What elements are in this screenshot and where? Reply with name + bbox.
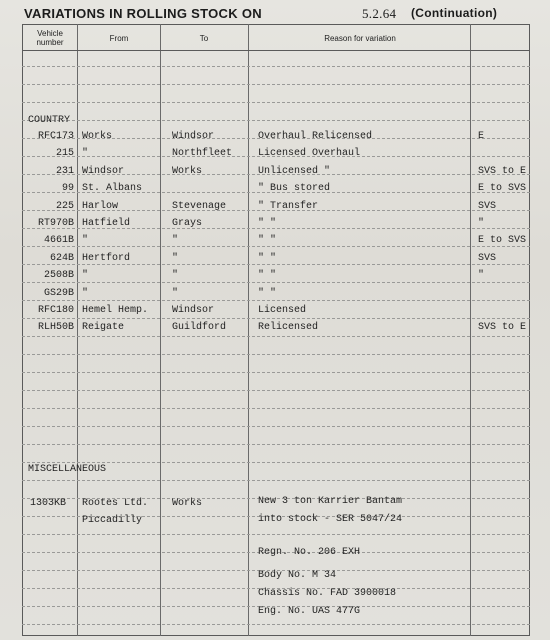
ruled-line <box>22 120 530 122</box>
cell-reason: Unlicensed " <box>258 166 331 177</box>
column-divider <box>160 24 161 636</box>
ruled-line <box>22 102 530 104</box>
cell-reason: Licensed Overhaul <box>258 148 361 159</box>
ruled-line <box>22 300 530 302</box>
ruled-line <box>22 318 530 320</box>
ruled-line <box>22 534 530 536</box>
cell-vehicle: RFC180 <box>37 305 74 316</box>
misc-reason-line: into stock - SER 5047/24 <box>258 514 403 525</box>
cell-vehicle: 2508B <box>43 270 74 281</box>
page-title: VARIATIONS IN ROLLING STOCK ON <box>24 6 262 21</box>
page-date: 5.2.64 <box>362 6 397 21</box>
cell-reason: " " <box>258 270 277 281</box>
cell-from: " <box>82 270 89 281</box>
cell-to: Windsor <box>172 305 215 316</box>
ruled-line <box>22 390 530 392</box>
cell-to: Grays <box>172 218 203 229</box>
cell-from: Windsor <box>82 166 125 177</box>
cell-from: " <box>82 148 89 159</box>
cell-to: Guildford <box>172 322 227 333</box>
misc-to: Works <box>172 498 203 509</box>
cell-note: E to SVS <box>478 235 527 246</box>
section-misc: MISCELLANEOUS <box>28 464 107 475</box>
cell-from: Works <box>82 131 113 142</box>
cell-reason: Relicensed <box>258 322 319 333</box>
misc-from-line1: Rootes Ltd. <box>82 498 149 509</box>
column-divider <box>77 24 78 636</box>
cell-note: " <box>478 218 485 229</box>
cell-vehicle: 99 <box>61 183 74 194</box>
header-reason: Reason for variation <box>324 34 396 43</box>
cell-to: " <box>172 253 179 264</box>
header-rule <box>22 50 530 51</box>
cell-to: " <box>172 270 179 281</box>
ruled-line <box>22 372 530 374</box>
cell-vehicle: 215 <box>55 148 74 159</box>
cell-to: " <box>172 235 179 246</box>
ruled-line <box>22 426 530 428</box>
cell-reason: " Bus stored <box>258 183 331 194</box>
cell-note: SVS <box>478 201 497 212</box>
header-to: To <box>199 34 209 43</box>
ruled-line <box>22 480 530 482</box>
cell-reason: Overhaul Relicensed <box>258 131 373 142</box>
cell-vehicle: 225 <box>55 201 74 212</box>
cell-note: E to SVS <box>478 183 527 194</box>
column-divider <box>470 24 471 636</box>
cell-to: Stevenage <box>172 201 227 212</box>
cell-reason: " Transfer <box>258 201 319 212</box>
misc-reason-line: Regn. No. 206 EXH <box>258 547 361 558</box>
cell-vehicle: GS29B <box>43 288 74 299</box>
ruled-line <box>22 624 530 626</box>
cell-from: St. Albans <box>82 183 143 194</box>
cell-from: " <box>82 235 89 246</box>
ruled-line <box>22 66 530 68</box>
cell-reason: " " <box>258 288 277 299</box>
cell-vehicle: RT970B <box>37 218 74 229</box>
cell-from: Harlow <box>82 201 119 212</box>
cell-to: Works <box>172 166 203 177</box>
cell-reason: " " <box>258 235 277 246</box>
cell-to: Northfleet <box>172 148 233 159</box>
cell-to: Windsor <box>172 131 215 142</box>
cell-note: E <box>478 131 485 142</box>
misc-reason-line: Body No. M 34 <box>258 570 337 581</box>
cell-from: Hertford <box>82 253 131 264</box>
misc-reason-line: Eng. No. UAS 477G <box>258 606 361 617</box>
cell-vehicle: 624B <box>49 253 74 264</box>
continuation-label: (Continuation) <box>411 6 498 20</box>
cell-note: SVS to E <box>478 166 527 177</box>
ruled-line <box>22 354 530 356</box>
misc-reason-line: New 3 ton Karrier Bantam <box>258 496 403 507</box>
cell-to: " <box>172 288 179 299</box>
ruled-line <box>22 336 530 338</box>
cell-note: " <box>478 270 485 281</box>
ruled-line <box>22 444 530 446</box>
cell-note: SVS to E <box>478 322 527 333</box>
cell-reason: Licensed <box>258 305 307 316</box>
cell-from: Hemel Hemp. <box>82 305 149 316</box>
ruled-line <box>22 408 530 410</box>
misc-vehicle: 1303KB <box>30 498 67 509</box>
header-vehicle: Vehicle number <box>36 29 64 47</box>
misc-from-line2: Piccadilly <box>82 515 143 526</box>
cell-reason: " " <box>258 218 277 229</box>
cell-from: " <box>82 288 89 299</box>
cell-reason: " " <box>258 253 277 264</box>
cell-note: SVS <box>478 253 497 264</box>
cell-vehicle: 4661B <box>43 235 74 246</box>
cell-vehicle: RFC173 <box>37 131 74 142</box>
cell-from: Reigate <box>82 322 125 333</box>
header-from: From <box>109 34 129 43</box>
column-divider <box>248 24 249 636</box>
misc-reason-line: Chassis No. FAD 3900018 <box>258 588 397 599</box>
ruled-line <box>22 84 530 86</box>
cell-from: Hatfield <box>82 218 131 229</box>
cell-vehicle: 231 <box>55 166 74 177</box>
cell-vehicle: RLH50B <box>37 322 74 333</box>
section-country: COUNTRY <box>28 115 71 126</box>
ruled-line <box>22 282 530 284</box>
